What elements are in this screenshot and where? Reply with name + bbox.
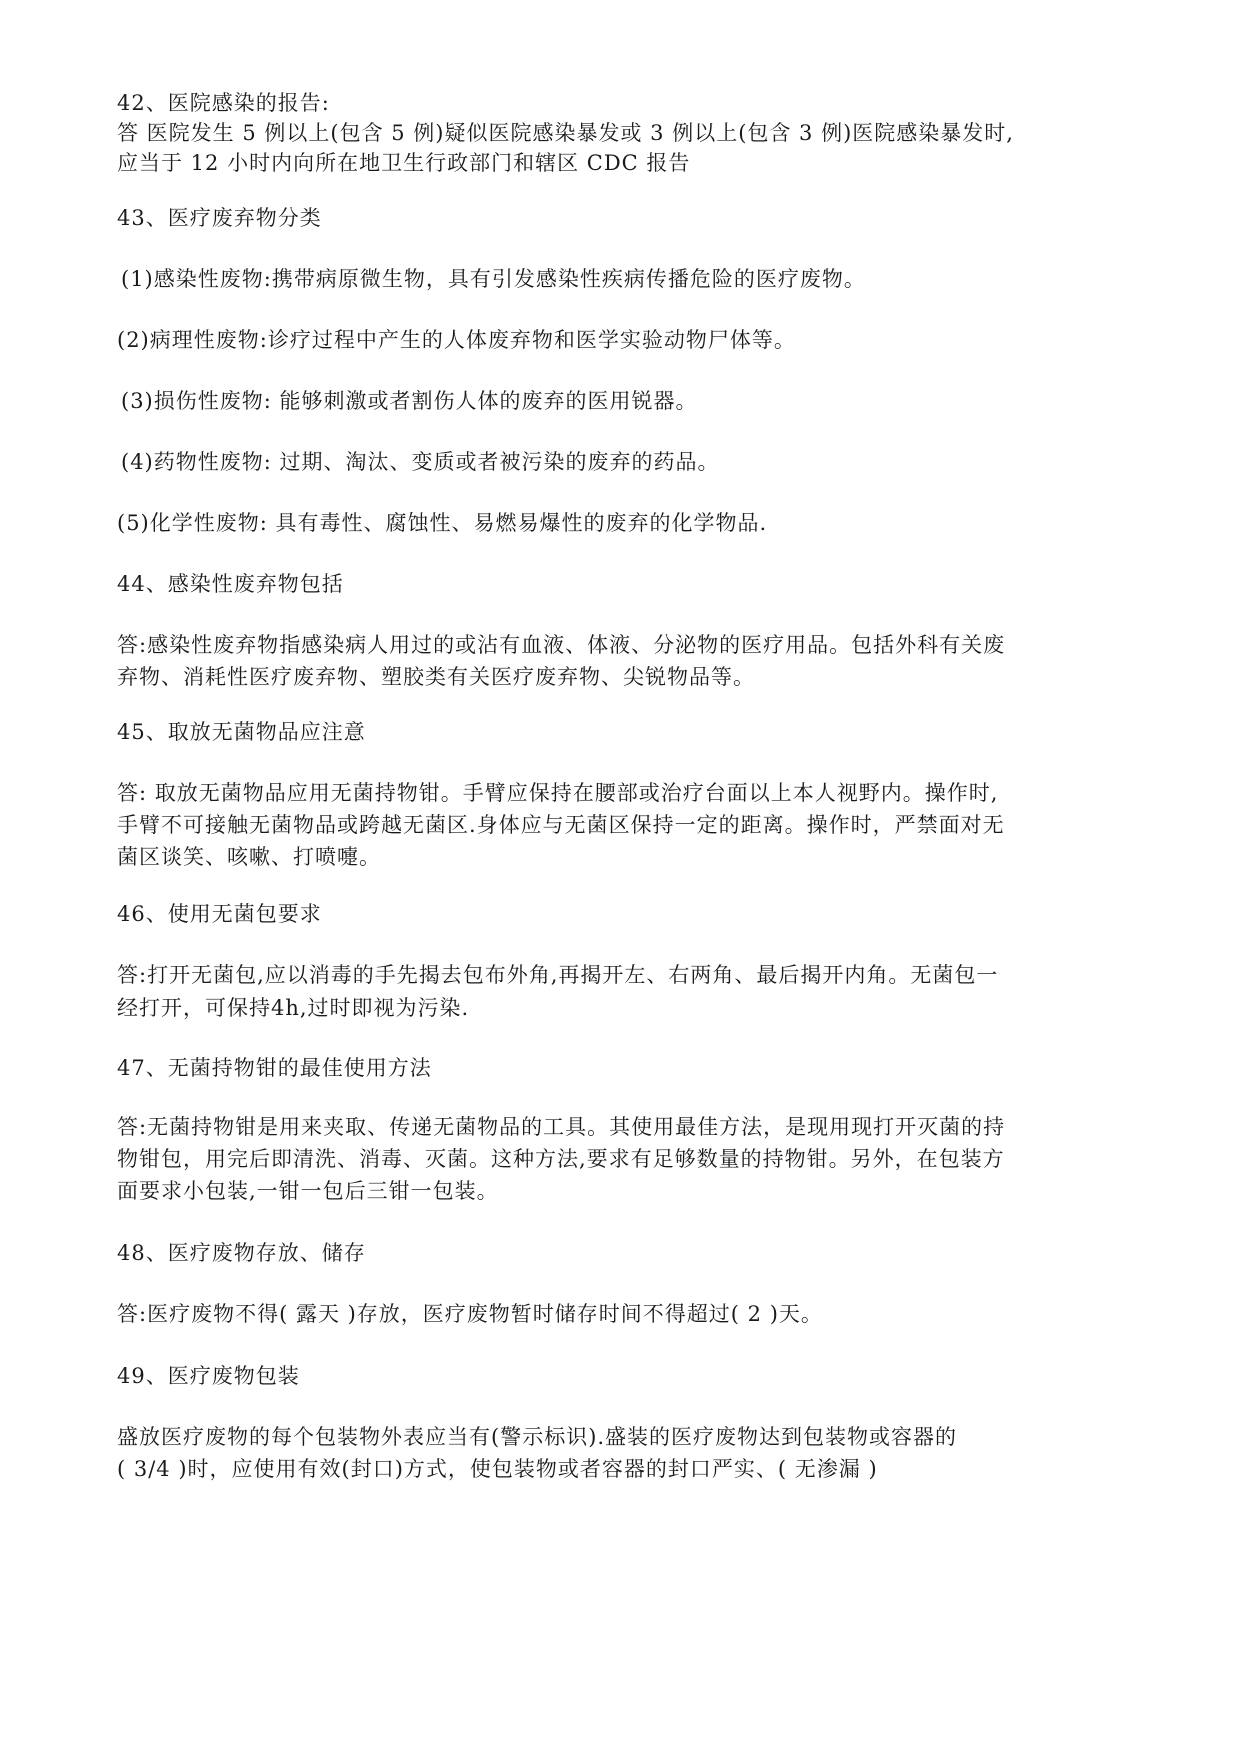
section-43-item-4: (4)药物性废物: 过期、淘汰、变质或者被污染的废弃的药品。 [121, 450, 720, 474]
section-43-item-1: (1)感染性废物:携带病原微生物，具有引发感染性疾病传播危险的医疗废物。 [121, 267, 866, 291]
section-49-body-line-2: ( 3/4 )时，应使用有效(封口)方式，使包装物或者容器的封口严实、( 无渗漏 ) [117, 1457, 878, 1481]
section-43-item-5: (5)化学性废物: 具有毒性、腐蚀性、易燃易爆性的废弃的化学物品. [117, 511, 768, 535]
section-44-body-line-2: 弃物、消耗性医疗废弃物、塑胶类有关医疗废弃物、尖锐物品等。 [117, 665, 755, 689]
section-46-heading: 46、使用无菌包要求 [117, 902, 322, 926]
section-44-heading: 44、感染性废弃物包括 [117, 572, 344, 596]
section-43-heading: 43、医疗废弃物分类 [117, 206, 322, 230]
section-49-heading: 49、医疗废物包装 [117, 1364, 300, 1388]
section-47-body-line-1: 答:无菌持物钳是用来夹取、传递无菌物品的工具。其使用最佳方法，是现用现打开灭菌的持 [117, 1115, 1006, 1139]
section-44-body-line-1: 答:感染性废弃物指感染病人用过的或沾有血液、体液、分泌物的医疗用品。包括外科有关废 [117, 633, 1006, 657]
section-45-heading: 45、取放无菌物品应注意 [117, 720, 366, 744]
section-46-body-line-2: 经打开，可保持4h,过时即视为污染. [117, 996, 470, 1020]
section-45-body-line-1: 答: 取放无菌物品应用无菌持物钳。手臂应保持在腰部或治疗台面以上本人视野内。操作时, [117, 781, 999, 805]
section-46-body-line-1: 答:打开无菌包,应以消毒的手先揭去包布外角,再揭开左、右两角、最后揭开内角。无菌包一 [117, 963, 999, 987]
section-43-item-3: (3)损伤性废物: 能够刺激或者割伤人体的废弃的医用锐器。 [121, 389, 698, 413]
section-47-heading: 47、无菌持物钳的最佳使用方法 [117, 1056, 432, 1080]
section-42-body-line-2: 应当于 12 小时内向所在地卫生行政部门和辖区 CDC 报告 [117, 151, 691, 175]
section-45-body-line-2: 手臂不可接触无菌物品或跨越无菌区.身体应与无菌区保持一定的距离。操作时，严禁面对无 [117, 813, 1005, 837]
section-43-item-2: (2)病理性废物:诊疗过程中产生的人体废弃物和医学实验动物尸体等。 [117, 328, 796, 352]
section-49-body-line-1: 盛放医疗废物的每个包装物外表应当有(警示标识).盛装的医疗废物达到包装物或容器的 [117, 1425, 958, 1449]
section-45-body-line-3: 菌区谈笑、咳嗽、打喷嚏。 [117, 845, 381, 869]
section-42-body-line-1: 答 医院发生 5 例以上(包含 5 例)疑似医院感染暴发或 3 例以上(包含 3 例)医院感染暴发时, [117, 121, 1014, 145]
section-48-body-line-1: 答:医疗废物不得( 露天 )存放，医疗废物暂时储存时间不得超过( 2 )天。 [117, 1302, 823, 1326]
section-47-body-line-3: 面要求小包装,一钳一包后三钳一包装。 [117, 1179, 499, 1203]
section-48-heading: 48、医疗废物存放、储存 [117, 1241, 366, 1265]
section-42-heading: 42、医院感染的报告: [117, 91, 330, 115]
section-47-body-line-2: 物钳包，用完后即清洗、消毒、灭菌。这种方法,要求有足够数量的持物钳。另外，在包装方 [117, 1147, 1005, 1171]
